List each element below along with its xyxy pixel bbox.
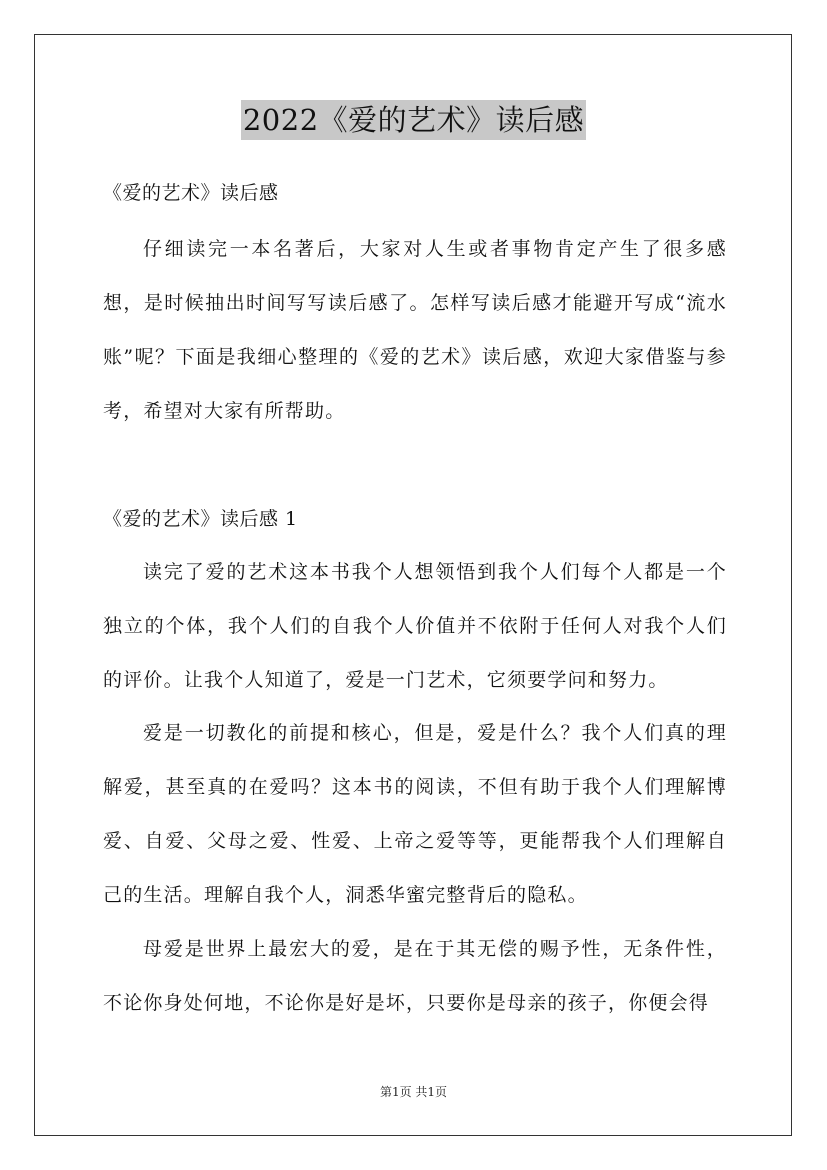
section-1-heading: 《爱的艺术》读后感 1 [103,508,298,530]
subtitle-heading: 《爱的艺术》读后感 [103,182,279,204]
section-1-paragraph-1: 读完了爱的艺术这本书我个人想领悟到我个人们每个人都是一个独立的个体，我个人们的自我个人价值并不依附于任何人对我个人们的评价。让我个人知道了，爱是一门艺术，它须要学问和努力。 [103,561,727,691]
section-1-paragraph-2: 爱是一切教化的前提和核心，但是，爱是什么？我个人们真的理解爱，甚至真的在爱吗？这本书的阅读，不但有助于我个人们理解博爱、自爱、父母之爱、性爱、上帝之爱等等，更能帮我个人们理解自己的生活。理解自我个人，洞悉华蜜完整背后的隐私。 [103,722,727,906]
title-container [0,100,827,140]
section-1-paragraph-3: 母爱是世界上最宏大的爱，是在于其无偿的赐予性，无条件性，不论你身处何地，不论你是好是坏，只要你是母亲的孩子，你便会得 [103,938,727,1014]
intro-paragraph: 仔细读完一本名著后，大家对人生或者事物肯定产生了很多感想，是时候抽出时间写写读后感了。怎样写读后感才能避开写成“流水账”呢？下面是我细心整理的《爱的艺术》读后感，欢迎大家借鉴与参考，希望对大家有所帮助。 [103,238,727,422]
page-footer: 第1页 共1页 [379,1085,448,1099]
document-title: 2022《爱的艺术》读后感 [241,100,586,140]
